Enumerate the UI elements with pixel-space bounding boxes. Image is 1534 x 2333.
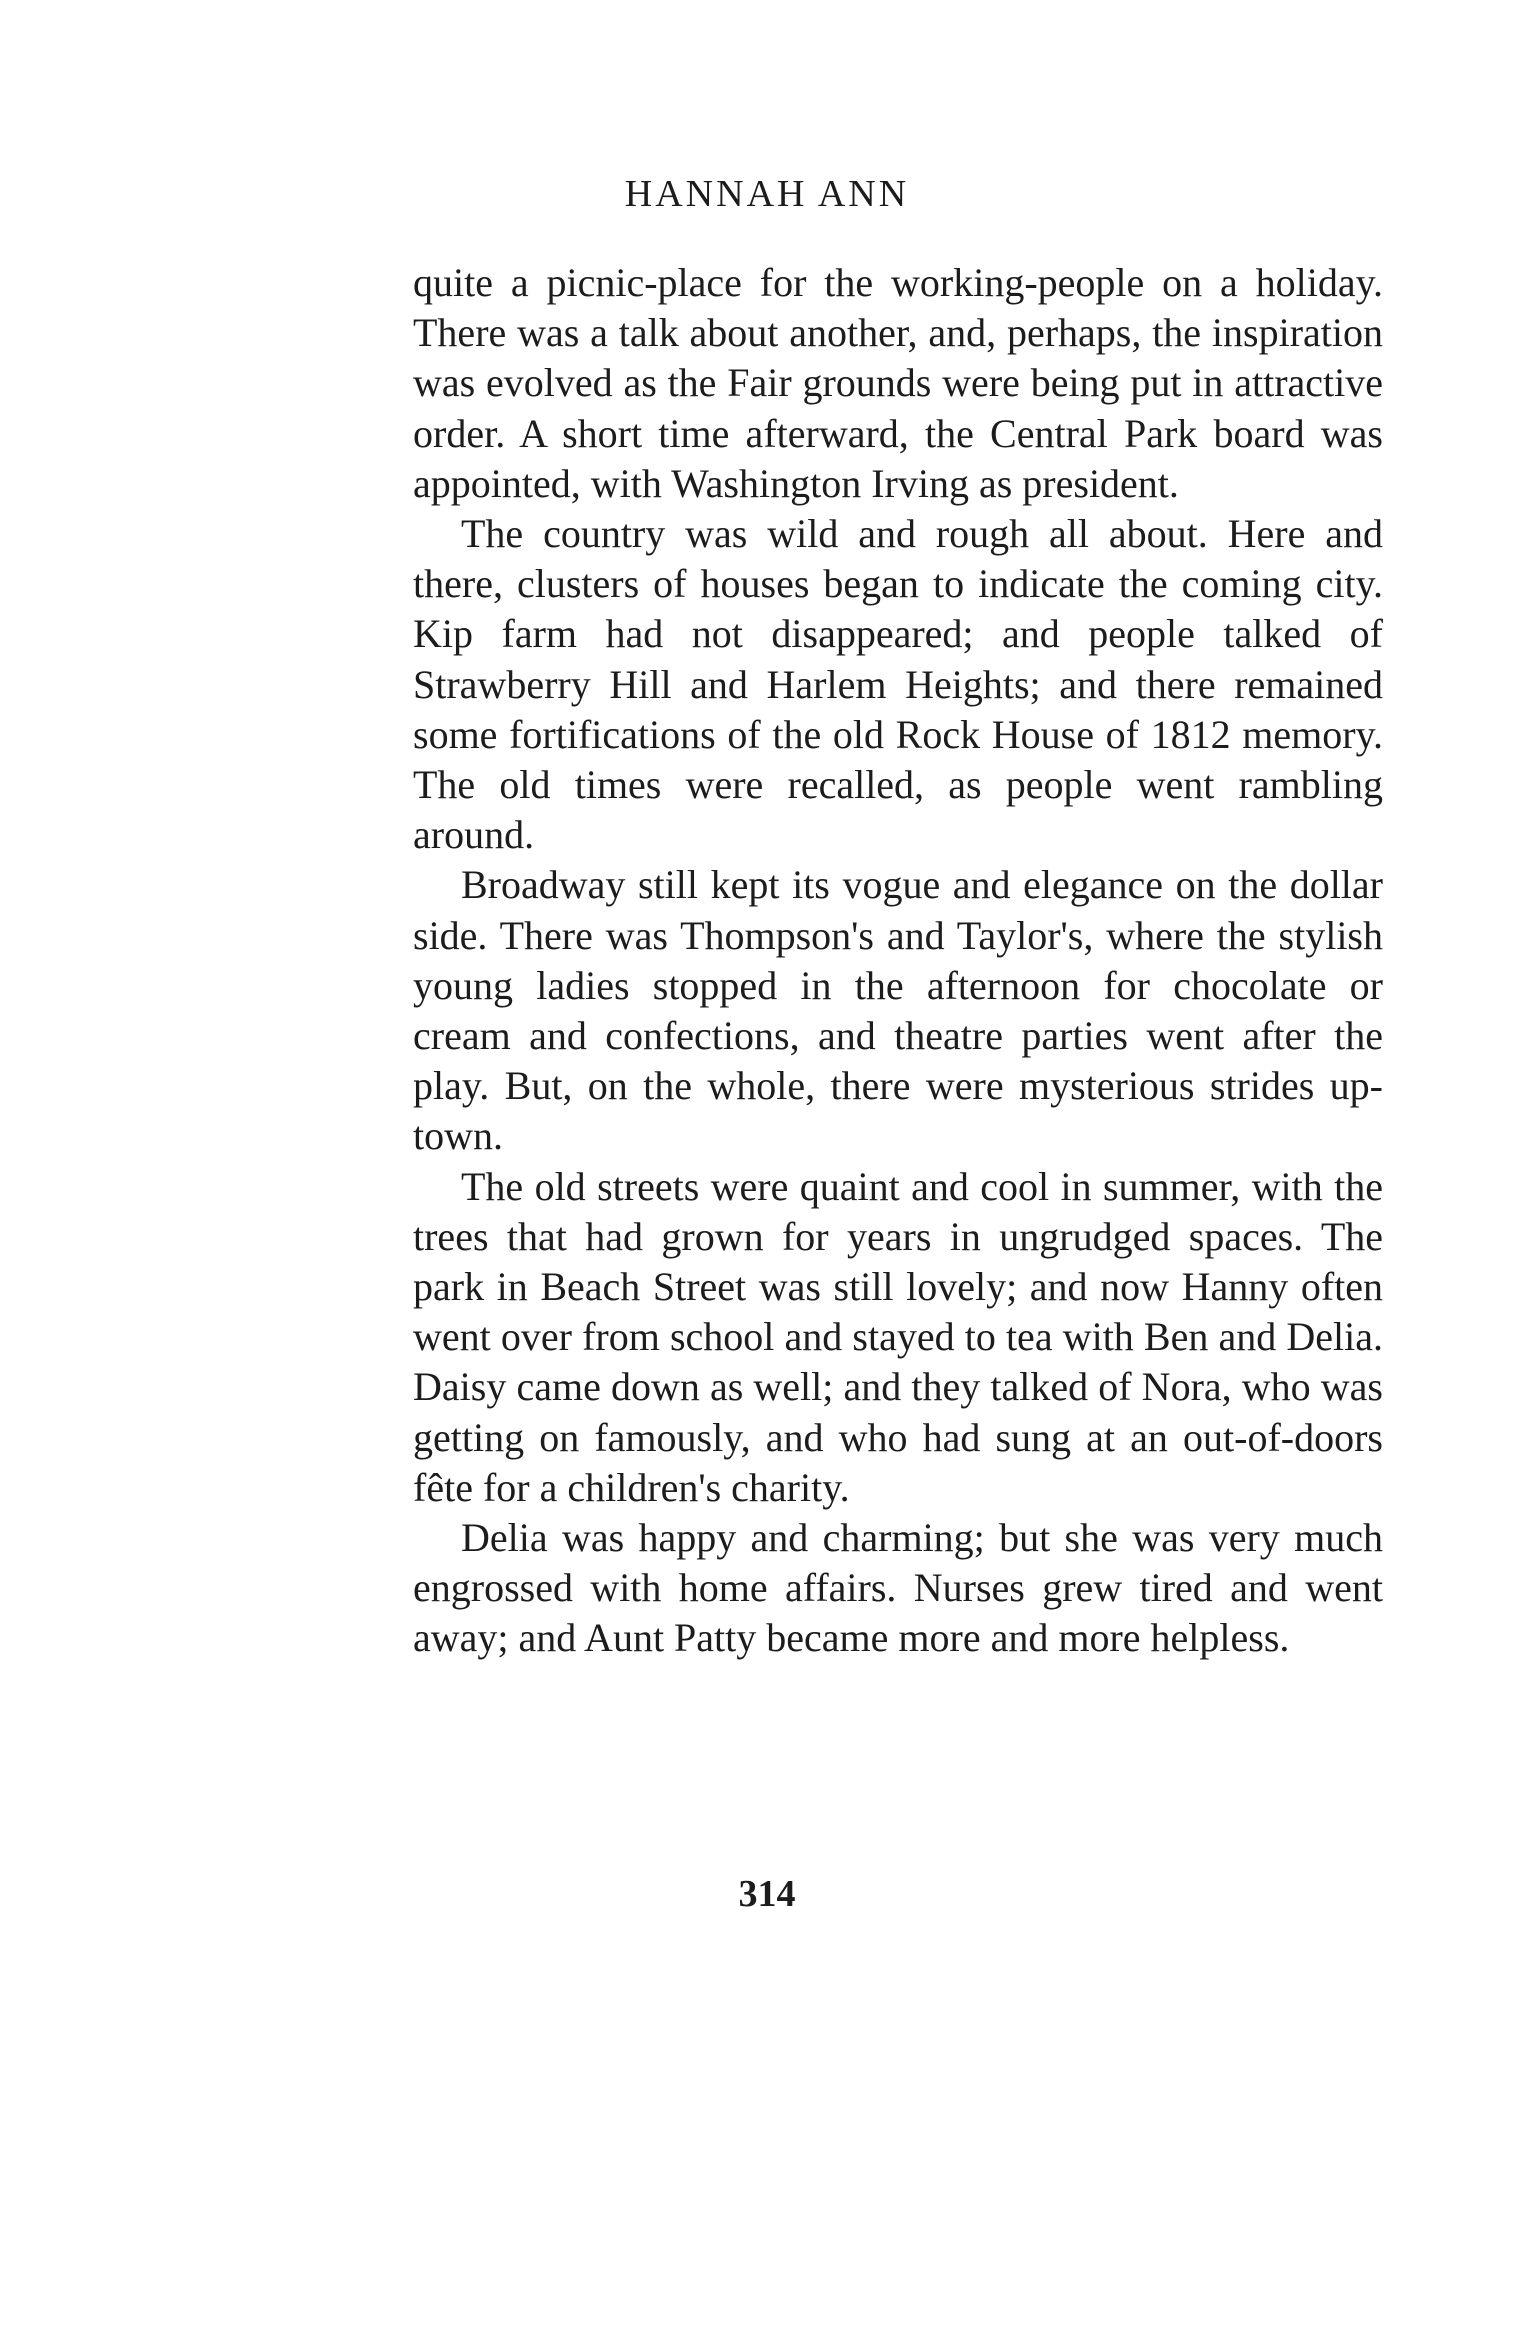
page-number: 314	[738, 1873, 796, 1915]
paragraph-2: The country was wild and rough all about. Here and there, clusters of houses began to indicate the coming city. Kip farm had not disappeared; and people talked of Strawberry Hill and Harlem Heights; and there remained some fortifications of the old Rock House of 1812 memory. The old times were recalled, as people went rambling around.	[413, 511, 1383, 858]
paragraph-5: Delia was happy and charming; but she was very much engrossed with home affairs. Nurses grew tired and went away; and Aunt Patty became more and more helpless.	[413, 1515, 1383, 1661]
paragraph-3: Broadway still kept its vogue and elegance on the dollar side. There was Thompson's and Taylor's, where the stylish young ladies stopped in the afternoon for chocolate or cream and confections, and theatre parties went after the play. But, on the whole, there were mysterious strides up-town.	[413, 862, 1383, 1159]
body-text	[413, 258, 1383, 1664]
paragraph-4: The old streets were quaint and cool in summer, with the trees that had grown for years in ungrudged spaces. The park in Beach Street was still lovely; and now Hanny often went over from school and stayed to tea with Ben and Delia. Daisy came down as well; and they talked of Nora, who was getting on famously, and who had sung at an out-of-doors fête for a children's charity.	[413, 1163, 1383, 1510]
paragraph-1: quite a picnic-place for the working-people on a holiday. There was a talk about another, and, perhaps, the inspiration was evolved as the Fair grounds were being put in attractive order. A short time afterward, the Central Park board was appointed, with Washington Irving as president.	[413, 260, 1383, 506]
running-head: HANNAH ANN	[624, 173, 910, 215]
